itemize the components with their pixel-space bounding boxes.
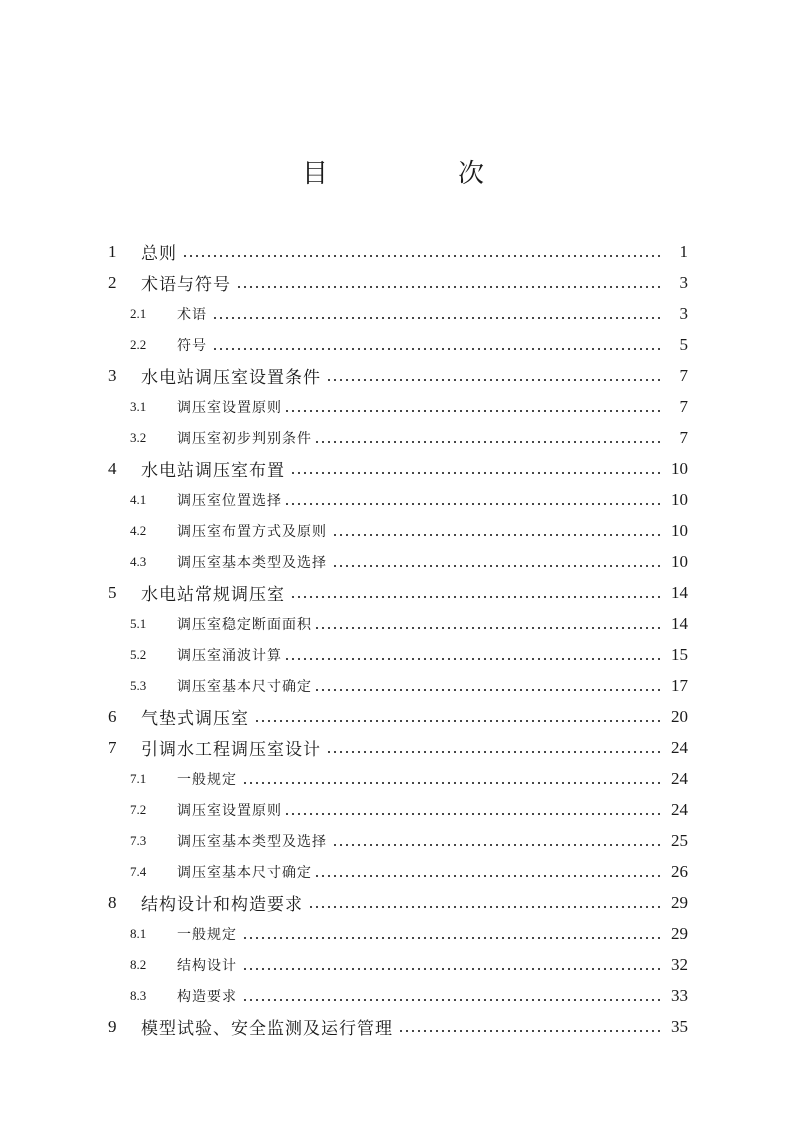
dot-leader: [286, 657, 662, 661]
toc-entry-page-number: 17: [671, 675, 688, 695]
toc-section-entry[interactable]: [108, 670, 688, 701]
toc-section-entry[interactable]: [108, 794, 688, 825]
toc-section-entry[interactable]: [108, 918, 688, 949]
toc-entry-title: 引调水工程调压室设计: [141, 740, 321, 760]
toc-chapter-entry[interactable]: [108, 1011, 688, 1042]
toc-entry-page-number: 29: [671, 892, 688, 912]
toc-section-entry[interactable]: [108, 298, 688, 329]
toc-entry-page-number: 33: [671, 985, 688, 1005]
toc-entry-title: 水电站常规调压室: [141, 585, 285, 605]
table-of-contents: [108, 236, 688, 1042]
toc-entry-number: 7.1: [130, 770, 147, 786]
toc-entry-number: 5: [108, 582, 117, 602]
toc-entry-title: 一般规定: [177, 771, 237, 788]
dot-leader: [316, 688, 662, 692]
dot-leader: [286, 812, 662, 816]
toc-entry-number: 7.3: [130, 832, 147, 848]
toc-entry-number: 7.2: [130, 801, 147, 817]
toc-entry-number: 2.2: [130, 336, 147, 352]
toc-entry-page-number: 14: [671, 613, 688, 633]
toc-entry-title: 气垫式调压室: [141, 709, 249, 729]
dot-leader: [331, 564, 662, 568]
toc-entry-title: 总则: [141, 244, 177, 264]
toc-entry-title: 调压室涌波计算: [177, 647, 282, 664]
toc-entry-title: 调压室基本尺寸确定: [177, 678, 312, 695]
dot-leader: [286, 502, 662, 506]
toc-entry-page-number: 32: [671, 954, 688, 974]
toc-entry-number: 8.2: [130, 956, 147, 972]
toc-entry-number: 7: [108, 737, 117, 757]
toc-section-entry[interactable]: [108, 980, 688, 1011]
dot-leader: [181, 254, 662, 258]
dot-leader: [241, 967, 662, 971]
dot-leader: [316, 874, 662, 878]
toc-entry-number: 4.2: [130, 522, 147, 538]
toc-entry-number: 5.2: [130, 646, 147, 662]
toc-section-entry[interactable]: [108, 484, 688, 515]
toc-section-entry[interactable]: [108, 856, 688, 887]
dot-leader: [286, 409, 662, 413]
dot-leader: [316, 440, 662, 444]
toc-entry-page-number: 26: [671, 861, 688, 881]
dot-leader: [235, 285, 662, 289]
toc-section-entry[interactable]: [108, 825, 688, 856]
dot-leader: [331, 533, 662, 537]
toc-section-entry[interactable]: [108, 639, 688, 670]
toc-entry-page-number: 25: [671, 830, 688, 850]
toc-entry-page-number: 35: [671, 1016, 688, 1036]
toc-entry-title: 结构设计: [177, 957, 237, 974]
toc-entry-title: 一般规定: [177, 926, 237, 943]
toc-entry-page-number: 10: [671, 520, 688, 540]
toc-chapter-entry[interactable]: [108, 887, 688, 918]
toc-entry-title: 构造要求: [177, 988, 237, 1005]
toc-chapter-entry[interactable]: [108, 360, 688, 391]
toc-entry-title: 调压室稳定断面面积: [177, 616, 312, 633]
toc-entry-title: 模型试验、安全监测及运行管理: [141, 1019, 393, 1039]
toc-entry-title: 结构设计和构造要求: [141, 895, 303, 915]
toc-entry-page-number: 10: [671, 551, 688, 571]
toc-entry-page-number: 20: [671, 706, 688, 726]
toc-entry-title: 调压室设置原则: [177, 802, 282, 819]
toc-entry-page-number: 29: [671, 923, 688, 943]
toc-entry-title: 调压室位置选择: [177, 492, 282, 509]
toc-entry-number: 6: [108, 706, 117, 726]
dot-leader: [325, 750, 662, 754]
toc-entry-page-number: 15: [671, 644, 688, 664]
toc-entry-page-number: 24: [671, 737, 688, 757]
toc-entry-title: 术语与符号: [141, 275, 231, 295]
toc-entry-number: 7.4: [130, 863, 147, 879]
dot-leader: [289, 471, 662, 475]
dot-leader: [325, 378, 662, 382]
toc-entry-page-number: 24: [671, 799, 688, 819]
dot-leader: [307, 905, 662, 909]
toc-chapter-entry[interactable]: [108, 577, 688, 608]
toc-entry-number: 8: [108, 892, 117, 912]
toc-entry-title: 调压室设置原则: [177, 399, 282, 416]
toc-section-entry[interactable]: [108, 391, 688, 422]
dot-leader: [241, 936, 662, 940]
toc-entry-number: 2: [108, 272, 117, 292]
toc-chapter-entry[interactable]: [108, 236, 688, 267]
toc-section-entry[interactable]: [108, 608, 688, 639]
dot-leader: [316, 626, 662, 630]
toc-entry-number: 8.3: [130, 987, 147, 1003]
toc-entry-number: 4.1: [130, 491, 147, 507]
toc-section-entry[interactable]: [108, 949, 688, 980]
toc-chapter-entry[interactable]: [108, 701, 688, 732]
toc-entry-page-number: 10: [671, 489, 688, 509]
toc-entry-number: 1: [108, 241, 117, 261]
dot-leader: [253, 719, 662, 723]
dot-leader: [211, 347, 662, 351]
toc-entry-number: 3: [108, 365, 117, 385]
toc-entry-page-number: 7: [679, 365, 688, 385]
toc-chapter-entry[interactable]: [108, 732, 688, 763]
toc-entry-number: 9: [108, 1016, 117, 1036]
toc-entry-page-number: 5: [679, 334, 688, 354]
toc-chapter-entry[interactable]: [108, 453, 688, 484]
toc-entry-number: 3.2: [130, 429, 147, 445]
toc-section-entry[interactable]: [108, 422, 688, 453]
toc-entry-page-number: 24: [671, 768, 688, 788]
toc-entry-page-number: 1: [679, 241, 688, 261]
toc-entry-title: 调压室初步判别条件: [177, 430, 312, 447]
toc-entry-title: 调压室基本类型及选择: [177, 554, 327, 571]
toc-entry-title: 调压室布置方式及原则: [177, 523, 327, 540]
toc-entry-title: 调压室基本类型及选择: [177, 833, 327, 850]
dot-leader: [241, 998, 662, 1002]
toc-entry-number: 8.1: [130, 925, 147, 941]
toc-entry-page-number: 3: [679, 272, 688, 292]
toc-section-entry[interactable]: [108, 546, 688, 577]
toc-section-entry[interactable]: [108, 515, 688, 546]
page-title: 目 次: [301, 159, 536, 189]
toc-entry-page-number: 3: [679, 303, 688, 323]
toc-entry-number: 4: [108, 458, 117, 478]
toc-chapter-entry[interactable]: [108, 267, 688, 298]
dot-leader: [241, 781, 662, 785]
toc-section-entry[interactable]: [108, 329, 688, 360]
toc-entry-title: 水电站调压室布置: [141, 461, 285, 481]
toc-entry-page-number: 14: [671, 582, 688, 602]
toc-entry-page-number: 10: [671, 458, 688, 478]
toc-entry-number: 5.3: [130, 677, 147, 693]
toc-entry-number: 2.1: [130, 305, 147, 321]
toc-entry-title: 调压室基本尺寸确定: [177, 864, 312, 881]
toc-entry-number: 4.3: [130, 553, 147, 569]
dot-leader: [289, 595, 662, 599]
toc-entry-number: 5.1: [130, 615, 147, 631]
toc-section-entry[interactable]: [108, 763, 688, 794]
toc-entry-number: 3.1: [130, 398, 147, 414]
toc-entry-page-number: 7: [679, 396, 688, 416]
dot-leader: [211, 316, 662, 320]
toc-entry-title: 符号: [177, 337, 207, 354]
dot-leader: [331, 843, 662, 847]
toc-entry-page-number: 7: [679, 427, 688, 447]
toc-entry-title: 水电站调压室设置条件: [141, 368, 321, 388]
toc-entry-title: 术语: [177, 306, 207, 323]
dot-leader: [397, 1029, 662, 1033]
